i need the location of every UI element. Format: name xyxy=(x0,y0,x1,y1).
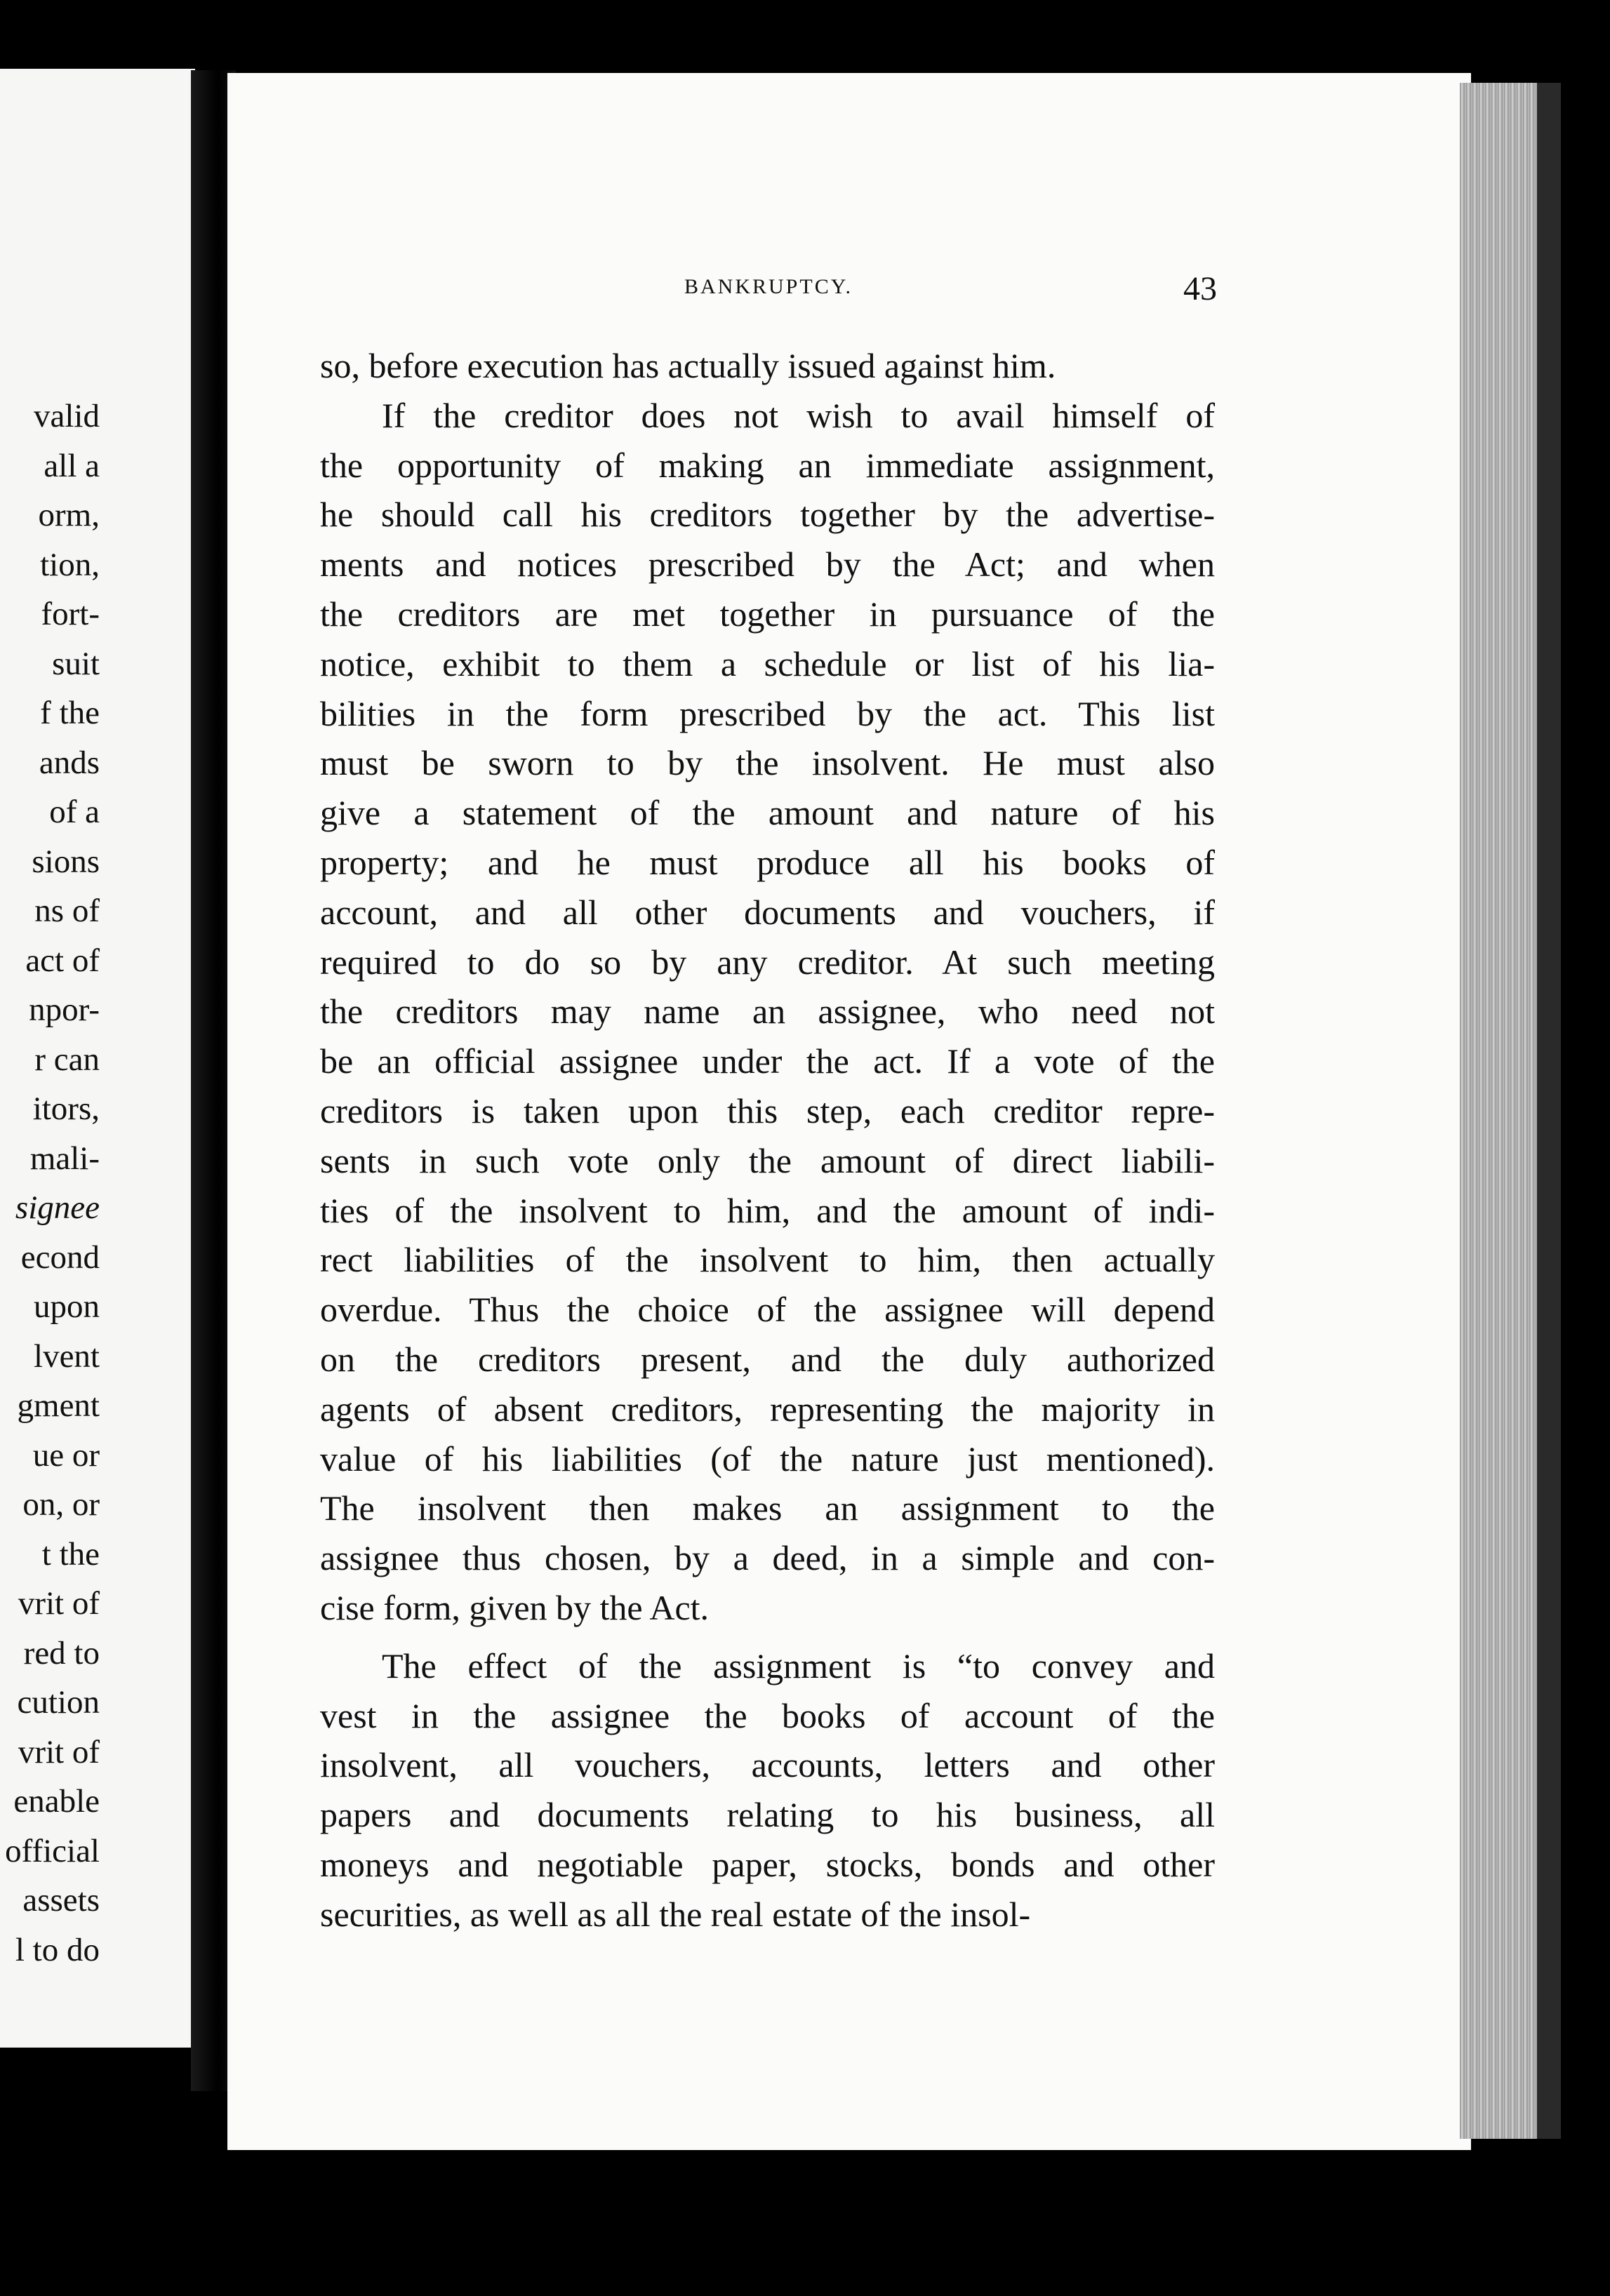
left-page-line: act of xyxy=(25,942,100,979)
text-line: assignee thus chosen, by a deed, in a simple and con- xyxy=(320,1538,1215,1578)
left-page-line: f the xyxy=(40,695,100,731)
paragraph xyxy=(320,391,1215,1633)
text-line: moneys and negotiable paper, stocks, bonds and other xyxy=(320,1844,1215,1884)
body-text xyxy=(320,341,1215,1940)
text-line: papers and documents relating to his business, all xyxy=(320,1795,1215,1835)
text-line: bilities in the form prescribed by the act. This list xyxy=(320,693,1215,733)
text-line: be an official assignee under the act. If a vote of the xyxy=(320,1041,1215,1081)
text-line: rect liabilities of the insolvent to him, then actually xyxy=(320,1240,1215,1280)
text-line: overdue. Thus the choice of the assignee will depend xyxy=(320,1290,1215,1330)
left-page-line: tion, xyxy=(40,546,100,583)
text-line: cise form, given by the Act. xyxy=(320,1587,710,1627)
left-page-line: enable xyxy=(13,1783,100,1820)
left-page-line: suit xyxy=(52,645,100,682)
text-line: securities, as well as all the real estate of the insol- xyxy=(320,1894,1031,1934)
left-page-line: upon xyxy=(34,1288,100,1325)
text-line: value of his liabilities (of the nature just mentioned). xyxy=(320,1439,1215,1479)
left-page-line: itors, xyxy=(32,1090,100,1127)
paragraph xyxy=(320,341,1215,391)
left-page-line: gment xyxy=(17,1387,100,1424)
left-page-line: mali- xyxy=(29,1140,100,1177)
left-facing-page xyxy=(0,69,195,2048)
left-page-line: r can xyxy=(34,1041,100,1078)
text-line: The insolvent then makes an assignment to the xyxy=(320,1488,1215,1528)
left-page-text-fragments xyxy=(0,392,191,1975)
left-page-line: lvent xyxy=(34,1337,100,1375)
left-page-line: ands xyxy=(39,744,100,781)
text-line: give a statement of the amount and nature of his xyxy=(320,793,1215,833)
left-page-line: vrit of xyxy=(18,1585,100,1622)
left-page-line: signee xyxy=(15,1189,100,1226)
text-line: property; and he must produce all his books of xyxy=(320,842,1215,882)
left-page-line: ue or xyxy=(32,1436,100,1474)
left-page-line: valid xyxy=(34,398,100,434)
left-page-line: assets xyxy=(22,1882,100,1918)
text-line: the opportunity of making an immediate assignment, xyxy=(320,445,1215,485)
left-page-line: official xyxy=(5,1832,100,1869)
left-page-line: cution xyxy=(17,1684,100,1721)
text-line: the creditors may name an assignee, who need not xyxy=(320,992,1215,1032)
left-page-line: orm, xyxy=(38,497,100,533)
text-line: he should call his creditors together by the advertise- xyxy=(320,495,1215,535)
left-page-line: of a xyxy=(49,794,100,830)
text-line: If the creditor does not wish to avail himself of xyxy=(382,395,1215,435)
left-page-line: fort- xyxy=(41,596,100,632)
text-line: creditors is taken upon this step, each creditor repre- xyxy=(320,1090,1215,1130)
left-page-line: vrit of xyxy=(18,1733,100,1770)
left-page-line: t the xyxy=(41,1535,100,1573)
text-line: account, and all other documents and vouchers, if xyxy=(320,892,1215,932)
text-line: ties of the insolvent to him, and the amount of indi- xyxy=(320,1190,1215,1230)
text-line: ments and notices prescribed by the Act; and when xyxy=(320,545,1215,585)
left-page-line: red to xyxy=(23,1634,100,1671)
text-line: The effect of the assignment is “to convey and xyxy=(382,1646,1215,1686)
left-page-line: ns of xyxy=(34,893,100,929)
text-line: required to do so by any creditor. At such meeting xyxy=(320,942,1215,982)
text-line: insolvent, all vouchers, accounts, letters and other xyxy=(320,1745,1215,1785)
paragraph xyxy=(320,1641,1215,1940)
left-page-line: l to do xyxy=(15,1931,100,1968)
text-line: vest in the assignee the books of account of the xyxy=(320,1695,1215,1735)
text-line: so, before execution has actually issued against him. xyxy=(320,346,1056,385)
text-line: on the creditors present, and the duly authorized xyxy=(320,1339,1215,1379)
text-line: must be sworn to by the insolvent. He must also xyxy=(320,743,1215,783)
left-page-line: sions xyxy=(32,843,100,880)
text-line: the creditors are met together in pursuance of the xyxy=(320,594,1215,634)
left-page-line: econd xyxy=(20,1239,100,1276)
page-number: 43 xyxy=(1183,270,1217,307)
left-page-line: on, or xyxy=(22,1486,100,1523)
book-cover-edge xyxy=(1537,83,1561,2139)
text-line: sents in such vote only the amount of direct liabili- xyxy=(320,1140,1215,1180)
text-line: agents of absent creditors, representing the majority in xyxy=(320,1389,1215,1429)
left-page-line: npor- xyxy=(29,992,100,1028)
running-head: BANKRUPTCY. xyxy=(684,275,853,298)
text-line: notice, exhibit to them a schedule or list of his lia- xyxy=(320,643,1215,683)
left-page-line: all a xyxy=(44,447,100,484)
